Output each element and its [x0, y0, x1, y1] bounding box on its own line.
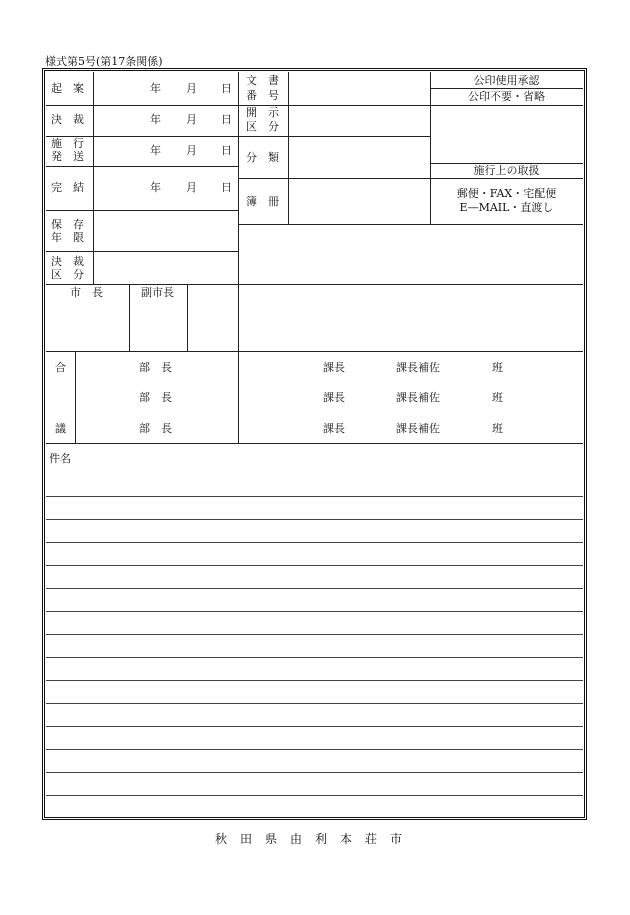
label-bucho: 部 長 — [139, 361, 172, 374]
label-gi: 議 — [55, 422, 66, 435]
label-deputy-mayor: 副市長 — [141, 286, 174, 299]
label-nengen: 年 限 — [51, 231, 84, 244]
label-shiko: 施 行 — [51, 137, 84, 150]
label-kaiji: 開 示 — [246, 106, 279, 119]
label-bunsho: 文 書 — [246, 74, 279, 87]
label-kessai-kubun-2: 区 分 — [51, 268, 84, 281]
label-kacho: 課長 — [323, 391, 345, 404]
seal-approval: 公印使用承認 — [473, 74, 540, 87]
label-han: 班 — [492, 361, 503, 374]
label-kacho: 課長 — [323, 361, 345, 374]
label-bunrui: 分 類 — [246, 151, 279, 164]
date-day: 日 — [221, 82, 232, 95]
date-year: 年 — [150, 181, 161, 194]
label-han: 班 — [492, 391, 503, 404]
label-kacho-hosa: 課長補佐 — [396, 361, 440, 374]
approval-form-frame — [42, 68, 587, 820]
label-han: 班 — [492, 422, 503, 435]
label-bosatsu: 簿 冊 — [246, 195, 279, 208]
label-bucho: 部 長 — [139, 391, 172, 404]
date-day: 日 — [221, 181, 232, 194]
date-month: 月 — [186, 82, 197, 95]
handling-methods-1: 郵便・FAX・宅配便 — [456, 187, 557, 200]
label-kian: 起 案 — [51, 82, 84, 95]
label-hasso: 発 送 — [51, 150, 84, 163]
handling-methods-2: E—MAIL・直渡し — [459, 201, 554, 214]
date-month: 月 — [186, 144, 197, 157]
date-year: 年 — [150, 82, 161, 95]
date-day: 日 — [221, 113, 232, 126]
label-kessai-kubun-1: 決 裁 — [51, 255, 84, 268]
form-title: 様式第5号(第17条関係) — [45, 55, 163, 68]
label-kacho-hosa: 課長補佐 — [396, 422, 440, 435]
seal-not-required: 公印不要・省略 — [468, 90, 545, 103]
date-day: 日 — [221, 144, 232, 157]
footer-city-name: 秋田県由利本荘市 — [214, 832, 415, 846]
date-month: 月 — [186, 113, 197, 126]
label-kacho-hosa: 課長補佐 — [396, 391, 440, 404]
label-kessai: 決 裁 — [51, 113, 84, 126]
label-bucho: 部 長 — [139, 422, 172, 435]
label-hozon: 保 存 — [51, 218, 84, 231]
label-kubun: 区 分 — [246, 120, 279, 133]
label-bango: 番 号 — [246, 89, 279, 102]
date-month: 月 — [186, 181, 197, 194]
label-mayor: 市 長 — [70, 286, 103, 299]
label-subject: 件名 — [49, 452, 71, 465]
date-year: 年 — [150, 144, 161, 157]
label-kanketsu: 完 結 — [51, 181, 84, 194]
label-kacho: 課長 — [323, 422, 345, 435]
seal-handling: 施行上の取扱 — [473, 164, 540, 177]
label-go: 合 — [55, 361, 66, 374]
date-year: 年 — [150, 113, 161, 126]
